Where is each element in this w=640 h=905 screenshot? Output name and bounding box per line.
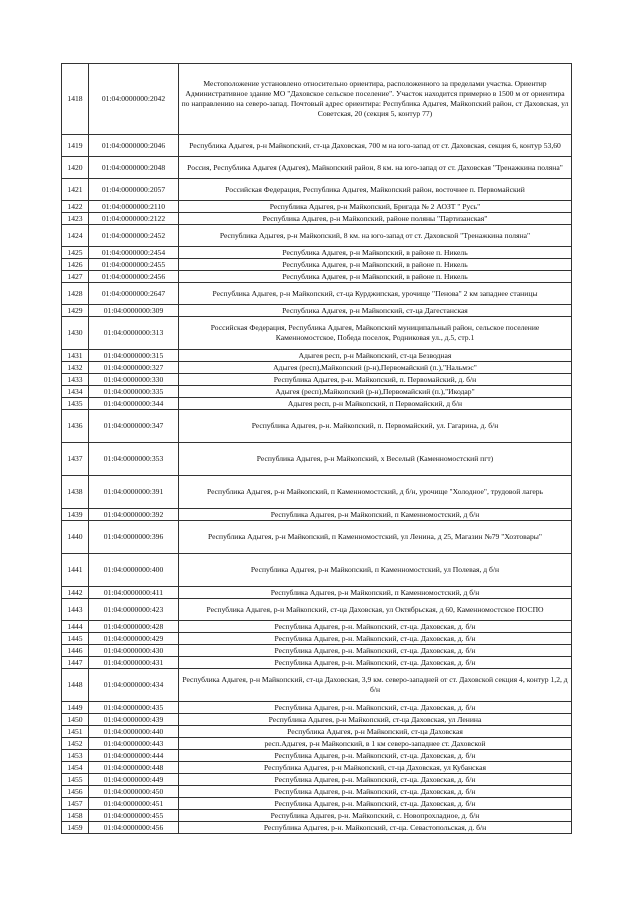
row-number: 1422 bbox=[62, 201, 89, 213]
row-number: 1441 bbox=[62, 554, 89, 587]
table-row bbox=[62, 201, 572, 213]
table-row bbox=[62, 476, 572, 509]
cadastral-number: 01:04:0000000:440 bbox=[89, 726, 179, 738]
cadastral-number: 01:04:0000000:327 bbox=[89, 362, 179, 374]
location-address: Республика Адыгея, р-н Майкопский, ст-ца Курджипская, урочище "Пенова" 2 км западнее станицы bbox=[179, 283, 572, 305]
cadastral-number: 01:04:0000000:2455 bbox=[89, 259, 179, 271]
location-address: Республика Адыгея, р-н Майкопский, 8 км. на юго-запад от ст. Даховской "Тренажкина поляна" bbox=[179, 225, 572, 247]
cadastral-number: 01:04:0000000:330 bbox=[89, 374, 179, 386]
location-address: Республика Адыгея, р-н. Майкопский, ст-ца. Даховская, д. б/н bbox=[179, 645, 572, 657]
location-address: Республика Адыгея, р-н. Майкопский, с. Новопрохладное, д. б/н bbox=[179, 810, 572, 822]
location-address: Республика Адыгея, р-н Майкопский, ст-ца Даховская, 3,9 км. северо-западней от ст. Даховской секция 4, контур 1,2, д б/н bbox=[179, 669, 572, 702]
location-address: Адыгея респ, р-н Майкопский, п Первомайский, д б/н bbox=[179, 398, 572, 410]
row-number: 1426 bbox=[62, 259, 89, 271]
table-row bbox=[62, 726, 572, 738]
cadastral-number: 01:04:0000000:2452 bbox=[89, 225, 179, 247]
table-row bbox=[62, 213, 572, 225]
row-number: 1435 bbox=[62, 398, 89, 410]
table-row bbox=[62, 599, 572, 621]
row-number: 1442 bbox=[62, 587, 89, 599]
cadastral-number: 01:04:0000000:344 bbox=[89, 398, 179, 410]
row-number: 1432 bbox=[62, 362, 89, 374]
row-number: 1445 bbox=[62, 633, 89, 645]
location-address: Республика Адыгея, р-н. Майкопский, ст-ца. Севастопольская, д. б/н bbox=[179, 822, 572, 834]
location-address: Республика Адыгея, р-н Майкопский, х Веселый (Каменномостский пгт) bbox=[179, 443, 572, 476]
table-row bbox=[62, 410, 572, 443]
cadastral-number: 01:04:0000000:431 bbox=[89, 657, 179, 669]
table-row bbox=[62, 762, 572, 774]
row-number: 1446 bbox=[62, 645, 89, 657]
location-address: Республика Адыгея, р-н. Майкопский, ст-ца. Даховская, д. б/н bbox=[179, 702, 572, 714]
table-row bbox=[62, 443, 572, 476]
cadastral-number: 01:04:0000000:428 bbox=[89, 621, 179, 633]
cadastral-number: 01:04:0000000:456 bbox=[89, 822, 179, 834]
table-row bbox=[62, 157, 572, 179]
cadastral-number: 01:04:0000000:315 bbox=[89, 350, 179, 362]
location-address: Республика Адыгея, р-н. Майкопский, ст-ца. Даховская, д. б/н bbox=[179, 798, 572, 810]
row-number: 1438 bbox=[62, 476, 89, 509]
table-row bbox=[62, 398, 572, 410]
location-address: Республика Адыгея, р-н. Майкопский, ст-ца. Даховская, д. б/н bbox=[179, 774, 572, 786]
location-address: Республика Адыгея, р-н Майкопский, ст-ца Даховская bbox=[179, 726, 572, 738]
table-row bbox=[62, 283, 572, 305]
table-row bbox=[62, 317, 572, 350]
location-address: Республика Адыгея, р-н Майкопский, п Каменномостский, ул Ленина, д 25, Магазин №79 "Хозтовары" bbox=[179, 521, 572, 554]
cadastral-number: 01:04:0000000:2110 bbox=[89, 201, 179, 213]
row-number: 1447 bbox=[62, 657, 89, 669]
location-address: Местоположение установлено относительно ориентира, расположенного за пределами участка. Ориентир Административное здание МО "Даховское сельское поселение". Участок находится примерно в 1500 м от ориентира по направлению на северо-запад. Почтовый адрес ориентира: Республика Адыгея, Майкопский район, ст Даховская, ул Советская, 20 (секция 5, контур 77) bbox=[179, 64, 572, 135]
location-address: Республика Адыгея, р-н Майкопский, ст-ца Даховская, ул Ленина bbox=[179, 714, 572, 726]
row-number: 1439 bbox=[62, 509, 89, 521]
cadastral-number: 01:04:0000000:2042 bbox=[89, 64, 179, 135]
table-row bbox=[62, 587, 572, 599]
row-number: 1437 bbox=[62, 443, 89, 476]
table-row bbox=[62, 362, 572, 374]
table-row bbox=[62, 259, 572, 271]
row-number: 1431 bbox=[62, 350, 89, 362]
table-row bbox=[62, 750, 572, 762]
location-address: Адыгея респ, р-н Майкопский, ст-ца Безводная bbox=[179, 350, 572, 362]
row-number: 1443 bbox=[62, 599, 89, 621]
cadastral-number: 01:04:0000000:443 bbox=[89, 738, 179, 750]
location-address: Республика Адыгея, р-н Майкопский, в районе п. Никель bbox=[179, 247, 572, 259]
row-number: 1418 bbox=[62, 64, 89, 135]
location-address: Республика Адыгея, р-н Майкопский, ст-ца Даховская, ул Кубанская bbox=[179, 762, 572, 774]
row-number: 1430 bbox=[62, 317, 89, 350]
cadastral-number: 01:04:0000000:455 bbox=[89, 810, 179, 822]
cadastral-number: 01:04:0000000:347 bbox=[89, 410, 179, 443]
location-address: Республика Адыгея, р-н Майкопский, п Каменномостский, д б/н, урочище "Холодное", трудовой лагерь bbox=[179, 476, 572, 509]
location-address: Республика Адыгея, р-н. Майкопский, п. Первомайский, д. б/н bbox=[179, 374, 572, 386]
table-row bbox=[62, 702, 572, 714]
row-number: 1425 bbox=[62, 247, 89, 259]
row-number: 1428 bbox=[62, 283, 89, 305]
row-number: 1454 bbox=[62, 762, 89, 774]
row-number: 1449 bbox=[62, 702, 89, 714]
location-address: Республика Адыгея, р-н Майкопский, районе поляны "Партизанская" bbox=[179, 213, 572, 225]
table-row bbox=[62, 64, 572, 135]
table-row bbox=[62, 621, 572, 633]
cadastral-number: 01:04:0000000:313 bbox=[89, 317, 179, 350]
location-address: Республика Адыгея, р-н Майкопский, Бригада № 2 АОЗТ " Русь" bbox=[179, 201, 572, 213]
row-number: 1450 bbox=[62, 714, 89, 726]
location-address: Российская Федерация, Республика Адыгея, Майкопский муниципальный район, сельское поселение Каменномостское, Победа поселок, Родниковая ул., д.5, стр.1 bbox=[179, 317, 572, 350]
cadastral-number: 01:04:0000000:429 bbox=[89, 633, 179, 645]
table-row bbox=[62, 247, 572, 259]
row-number: 1424 bbox=[62, 225, 89, 247]
table-row bbox=[62, 633, 572, 645]
cadastral-number: 01:04:0000000:392 bbox=[89, 509, 179, 521]
row-number: 1458 bbox=[62, 810, 89, 822]
location-address: Республика Адыгея, р-н. Майкопский, ст-ца. Даховская, д. б/н bbox=[179, 750, 572, 762]
row-number: 1427 bbox=[62, 271, 89, 283]
row-number: 1455 bbox=[62, 774, 89, 786]
row-number: 1453 bbox=[62, 750, 89, 762]
cadastral-number: 01:04:0000000:411 bbox=[89, 587, 179, 599]
row-number: 1452 bbox=[62, 738, 89, 750]
table-row bbox=[62, 350, 572, 362]
table-row bbox=[62, 305, 572, 317]
location-address: Республика Адыгея, р-н. Майкопский, ст-ца. Даховская, д. б/н bbox=[179, 786, 572, 798]
table-row bbox=[62, 810, 572, 822]
cadastral-number: 01:04:0000000:2122 bbox=[89, 213, 179, 225]
location-address: Адыгея (респ),Майкопский (р-н),Первомайский (п.),"Нальмэс" bbox=[179, 362, 572, 374]
table-row bbox=[62, 509, 572, 521]
cadastral-number: 01:04:0000000:2456 bbox=[89, 271, 179, 283]
location-address: Республика Адыгея, р-н Майкопский, в районе п. Никель bbox=[179, 271, 572, 283]
table-row bbox=[62, 135, 572, 157]
row-number: 1440 bbox=[62, 521, 89, 554]
location-address: Республика Адыгея, р-н Майкопский, ст-ца Даховская, ул Октябрьская, д 60, Каменномостское ПОСПО bbox=[179, 599, 572, 621]
location-address: Республика Адыгея, р-н. Майкопский, п. Первомайский, ул. Гагарина, д. б/н bbox=[179, 410, 572, 443]
table-row bbox=[62, 225, 572, 247]
location-address: Республика Адыгея, р-н Майкопский, ст-ца Даховская, 700 м на юго-запад от ст. Даховская, секция 6, контур 53,60 bbox=[179, 135, 572, 157]
cadastral-number: 01:04:0000000:309 bbox=[89, 305, 179, 317]
row-number: 1448 bbox=[62, 669, 89, 702]
table-row bbox=[62, 798, 572, 810]
table-row bbox=[62, 822, 572, 834]
cadastral-number: 01:04:0000000:430 bbox=[89, 645, 179, 657]
row-number: 1423 bbox=[62, 213, 89, 225]
cadastral-number: 01:04:0000000:2454 bbox=[89, 247, 179, 259]
cadastral-number: 01:04:0000000:335 bbox=[89, 386, 179, 398]
location-address: респ.Адыгея, р-н Майкопский, в 1 км северо-западнее ст. Даховской bbox=[179, 738, 572, 750]
table-row bbox=[62, 271, 572, 283]
location-address: Адыгея (респ),Майкопский (р-н),Первомайский (п.),"Икодар" bbox=[179, 386, 572, 398]
table-row bbox=[62, 179, 572, 201]
row-number: 1433 bbox=[62, 374, 89, 386]
location-address: Республика Адыгея, р-н Майкопский, ст-ца Дагестанская bbox=[179, 305, 572, 317]
table-row bbox=[62, 645, 572, 657]
row-number: 1419 bbox=[62, 135, 89, 157]
cadastral-number: 01:04:0000000:353 bbox=[89, 443, 179, 476]
table-row bbox=[62, 714, 572, 726]
cadastral-number: 01:04:0000000:396 bbox=[89, 521, 179, 554]
row-number: 1444 bbox=[62, 621, 89, 633]
cadastral-number: 01:04:0000000:2647 bbox=[89, 283, 179, 305]
table-row bbox=[62, 774, 572, 786]
table-row bbox=[62, 374, 572, 386]
location-address: Республика Адыгея, р-н. Майкопский, ст-ца. Даховская, д. б/н bbox=[179, 633, 572, 645]
cadastral-number: 01:04:0000000:2046 bbox=[89, 135, 179, 157]
location-address: Республика Адыгея, р-н Майкопский, п Каменномостский, д б/н bbox=[179, 509, 572, 521]
cadastral-number: 01:04:0000000:2057 bbox=[89, 179, 179, 201]
cadastral-number: 01:04:0000000:2048 bbox=[89, 157, 179, 179]
cadastral-number: 01:04:0000000:435 bbox=[89, 702, 179, 714]
location-address: Российская Федерация, Республика Адыгея, Майкопский район, восточнее п. Первомайский bbox=[179, 179, 572, 201]
location-address: Республика Адыгея, р-н Майкопский, п Каменномостский, ул Полевая, д б/н bbox=[179, 554, 572, 587]
table-row bbox=[62, 386, 572, 398]
location-address: Республика Адыгея, р-н. Майкопский, ст-ца. Даховская, д. б/н bbox=[179, 621, 572, 633]
table-row bbox=[62, 657, 572, 669]
cadastral-number: 01:04:0000000:451 bbox=[89, 798, 179, 810]
cadastral-number: 01:04:0000000:448 bbox=[89, 762, 179, 774]
row-number: 1459 bbox=[62, 822, 89, 834]
cadastral-number: 01:04:0000000:391 bbox=[89, 476, 179, 509]
cadastral-number: 01:04:0000000:439 bbox=[89, 714, 179, 726]
row-number: 1451 bbox=[62, 726, 89, 738]
table-row bbox=[62, 669, 572, 702]
row-number: 1456 bbox=[62, 786, 89, 798]
cadastral-number: 01:04:0000000:423 bbox=[89, 599, 179, 621]
location-address: Республика Адыгея, р-н Майкопский, п Каменномостский, д б/н bbox=[179, 587, 572, 599]
table-row bbox=[62, 786, 572, 798]
row-number: 1434 bbox=[62, 386, 89, 398]
row-number: 1429 bbox=[62, 305, 89, 317]
cadastral-number: 01:04:0000000:434 bbox=[89, 669, 179, 702]
row-number: 1457 bbox=[62, 798, 89, 810]
row-number: 1436 bbox=[62, 410, 89, 443]
row-number: 1420 bbox=[62, 157, 89, 179]
cadastral-table bbox=[61, 63, 572, 834]
table-row bbox=[62, 554, 572, 587]
cadastral-number: 01:04:0000000:449 bbox=[89, 774, 179, 786]
cadastral-number: 01:04:0000000:400 bbox=[89, 554, 179, 587]
location-address: Республика Адыгея, р-н. Майкопский, ст-ца. Даховская, д. б/н bbox=[179, 657, 572, 669]
cadastral-number: 01:04:0000000:444 bbox=[89, 750, 179, 762]
table-row bbox=[62, 738, 572, 750]
table-row bbox=[62, 521, 572, 554]
location-address: Республика Адыгея, р-н Майкопский, в районе п. Никель bbox=[179, 259, 572, 271]
row-number: 1421 bbox=[62, 179, 89, 201]
location-address: Россия, Республика Адыгея (Адыгея), Майкопский район, 8 км. на юго-запад от ст. Даховская "Тренажкина поляна" bbox=[179, 157, 572, 179]
cadastral-number: 01:04:0000000:450 bbox=[89, 786, 179, 798]
